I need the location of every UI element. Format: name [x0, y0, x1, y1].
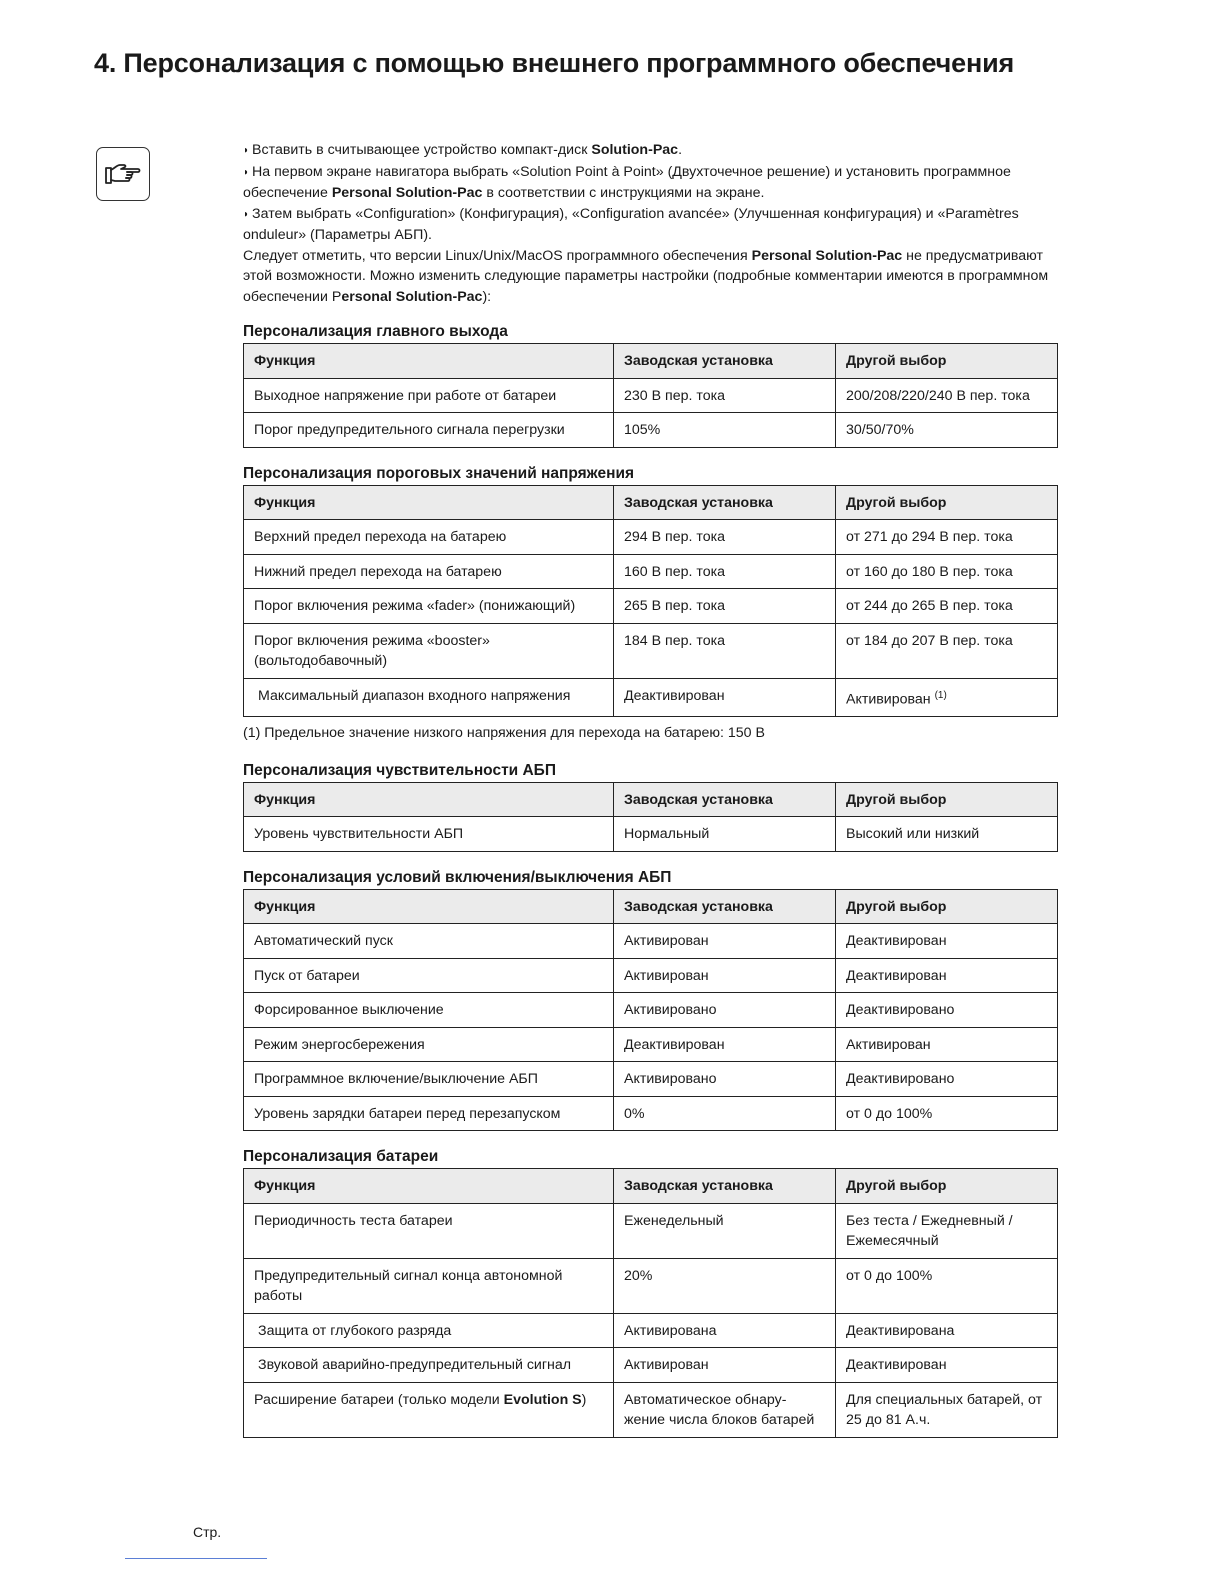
table-row: Уровень зарядки батареи перед перезапуском 0% от 0 до 100% [244, 1096, 1058, 1131]
header-other: Другой выбор [836, 782, 1058, 817]
table-row: Предупредительный сигнал конца автономной работы 20% от 0 до 100% [244, 1258, 1058, 1313]
bullet-icon: ◗ [243, 145, 250, 156]
footnote-mark: (1) [934, 689, 947, 701]
table-row: Нижний предел перехода на батарею 160 В пер. тока от 160 до 180 В пер. тока [244, 554, 1058, 589]
footnote: (1) Предельное значение низкого напряжения для перехода на батарею: 150 В [243, 724, 765, 741]
header-function: Функция [244, 344, 614, 379]
intro-line-2: ◗ На первом экране навигатора выбрать «Solution Point à Point» (Двухточечное решение) и установить программное обеспечение Personal Solution-Pac в соответствии с инструкциями на экране. [243, 163, 1011, 201]
table-row: Звуковой аварийно-предупредительный сигнал Активирован Деактивирован [244, 1348, 1058, 1383]
bullet-icon: ◗ [243, 208, 250, 220]
table-header-row [244, 889, 1058, 924]
page-title: 4. Персонализация с помощью внешнего программного обеспечения [94, 48, 1015, 78]
table-row: Расширение батареи (только модели Evolution S) Автоматическое обнару-жение числа блоков батарей Для специальных батарей, от 25 до 81 А.ч. [244, 1382, 1058, 1437]
bullet-icon: ◗ [243, 166, 250, 178]
table-header-row [244, 344, 1058, 379]
header-other: Другой выбор [836, 889, 1058, 924]
settings-table [243, 782, 1058, 852]
content [243, 140, 1057, 1453]
table-row: Автоматический пуск Активирован Деактивирован [244, 924, 1058, 959]
header-factory: Заводская установка [614, 485, 836, 520]
header-function: Функция [244, 1169, 614, 1204]
header-factory: Заводская установка [614, 889, 836, 924]
section-title: Персонализация условий включения/выключения АБП [243, 868, 672, 886]
table-row: Режим энергосбережения Деактивирован Активирован [244, 1027, 1058, 1062]
intro-line-4: Следует отметить, что версии Linux/Unix/MacOS программного обеспечения Personal Solution-Pac не предусматривают этой возможности. Можно изменить следующие параметры настройки (подробные комментарии имеются в программном обеспечении Personal Solution-Pac): [243, 247, 1049, 305]
section-title: Персонализация пороговых значений напряжения [243, 464, 635, 482]
section-title: Персонализация батареи [243, 1148, 439, 1166]
section-title: Персонализация главного выхода [243, 323, 508, 340]
table-row: Периодичность теста батареи Еженедельный Без теста / Ежедневный / Ежемесячный [244, 1203, 1058, 1258]
table-header-row [244, 782, 1058, 817]
settings-table [243, 1168, 1058, 1438]
header-function: Функция [244, 782, 614, 817]
table-row: Порог предупредительного сигнала перегрузки 105% 30/50/70% [244, 413, 1058, 448]
header-factory: Заводская установка [614, 1169, 836, 1204]
table-row: Порог включения режима «booster» (вольтодобавочный) 184 В пер. тока от 184 до 207 В пер. тока [244, 623, 1058, 678]
table-row: Форсированное выключение Активировано Деактивировано [244, 993, 1058, 1028]
header-factory: Заводская установка [614, 344, 836, 379]
settings-table [243, 485, 1058, 717]
table-row: Пуск от батареи Активирован Деактивирован [244, 958, 1058, 993]
table-row: Программное включение/выключение АБП Активировано Деактивировано [244, 1062, 1058, 1097]
settings-table [243, 889, 1058, 1132]
intro-line-3: ◗ Затем выбрать «Configuration» (Конфигурация), «Configuration avancée» (Улучшенная конфигурация) и «Paramètres onduleur» (Параметры АБП). [243, 205, 1019, 243]
header-factory: Заводская установка [614, 782, 836, 817]
settings-table [243, 343, 1058, 448]
header-function: Функция [244, 485, 614, 520]
table-row: Уровень чувствительности АБП Нормальный Высокий или низкий [244, 817, 1058, 852]
header-other: Другой выбор [836, 485, 1058, 520]
header-other: Другой выбор [836, 1169, 1058, 1204]
footer-divider [125, 1558, 267, 1559]
table-header-row [244, 485, 1058, 520]
table-row: Защита от глубокого разряда Активирована Деактивирована [244, 1313, 1058, 1348]
section-title: Персонализация чувствительности АБП [243, 761, 556, 779]
table-row: Верхний предел перехода на батарею 294 В пер. тока от 271 до 294 В пер. тока [244, 520, 1058, 555]
table-row: Порог включения режима «fader» (понижающий) 265 В пер. тока от 244 до 265 В пер. тока [244, 589, 1058, 624]
intro-line-1: ◗ Вставить в считывающее устройство компакт-диск Solution-Pac. [243, 142, 683, 158]
table-header-row [244, 1169, 1058, 1204]
intro-text [243, 140, 1057, 307]
page-footer: Стр. [193, 1524, 222, 1540]
table-row: Максимальный диапазон входного напряжения Деактивирован Активирован $^{(1)}$ [244, 678, 1058, 716]
pointing-hand-icon-glyph [103, 159, 143, 189]
pointing-hand-icon [96, 147, 150, 201]
header-function: Функция [244, 889, 614, 924]
table-row: Выходное напряжение при работе от батареи 230 В пер. тока 200/208/220/240 В пер. тока [244, 378, 1058, 413]
header-other: Другой выбор [836, 344, 1058, 379]
